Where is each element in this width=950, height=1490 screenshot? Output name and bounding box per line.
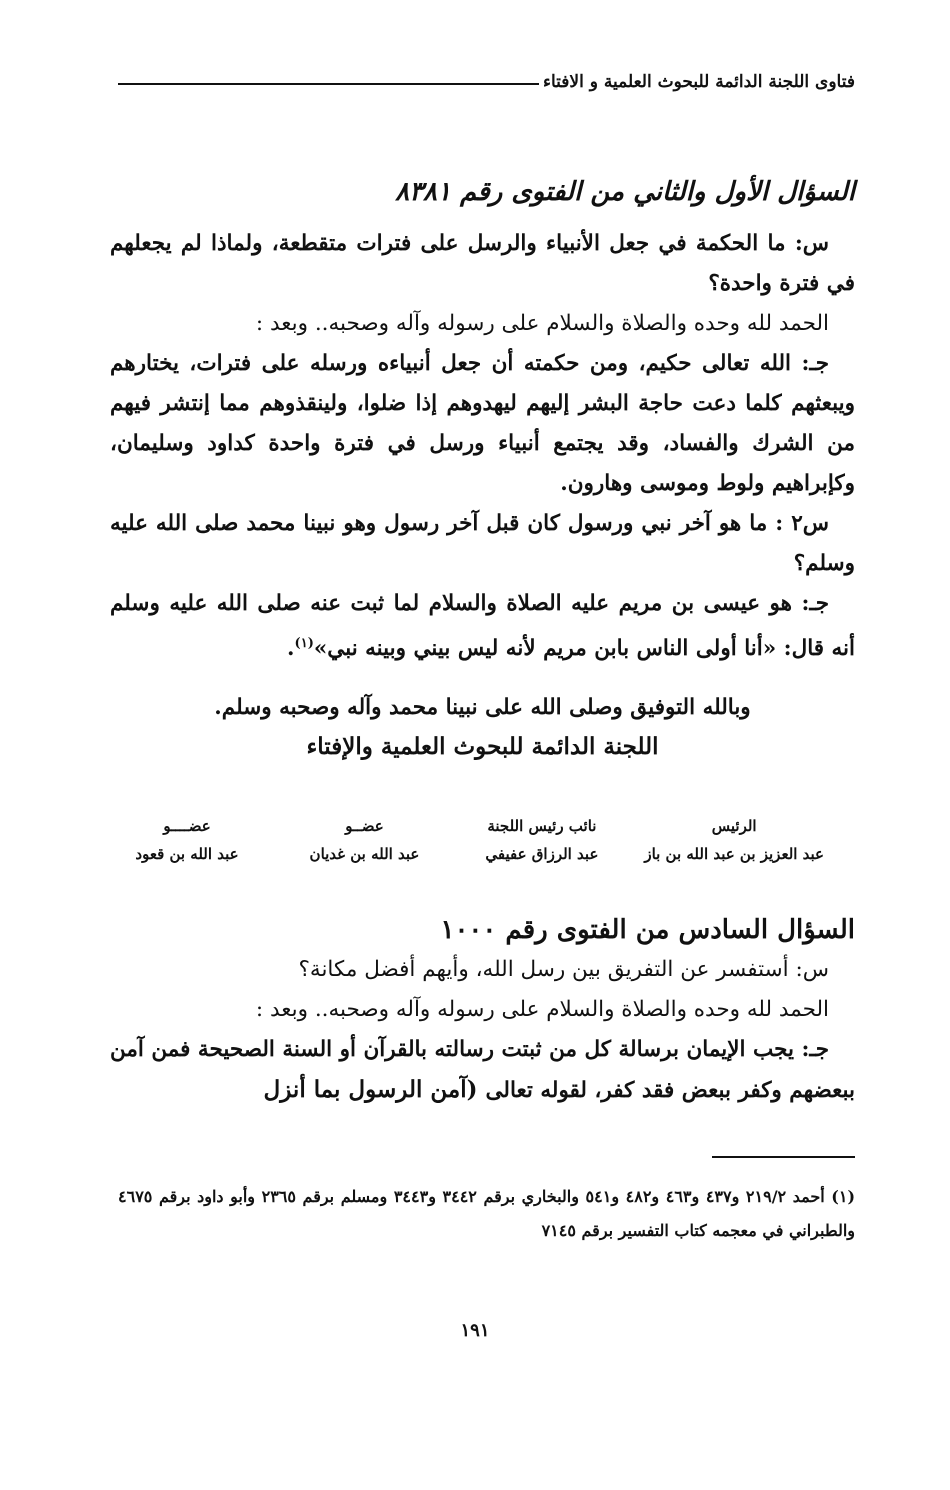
- question-6: [110, 950, 855, 990]
- answer-6-text: يجب الإيمان برسالة كل من ثبتت رسالته بالقرآن أو السنة الصحيحة فمن آمن ببعضهم وكفر ببعض فقد كفر، لقوله تعالى: [110, 1037, 855, 1103]
- answer-2: [110, 584, 855, 669]
- answer-2-end: .: [287, 636, 295, 662]
- fatwa-8381-body: [110, 224, 855, 669]
- signatory-role: نائب رئيس اللجنة: [487, 817, 597, 835]
- question-6-label: س:: [795, 957, 829, 982]
- answer-1: [110, 344, 855, 504]
- header-rule: [118, 83, 539, 85]
- committee-wrapper: [110, 727, 855, 767]
- closing-line: وبالله التوفيق وصلى الله على نبينا محمد وآله وصحبه وسلم.: [214, 695, 751, 720]
- running-header-title: فتاوى اللجنة الدائمة للبحوث العلمية و الافتاء: [543, 72, 855, 92]
- footnote: (١) أحمد ٢١٩/٢ و٤٣٧ و٤٦٣ و٤٨٢ و٥٤١ والبخاري برقم ٣٤٤٢ و٣٤٤٣ ومسلم برقم ٢٣٦٥ وأبو داود برقم ٤٦٧٥ والطبراني في معجمه كتاب التفسير برقم ٧١٤٥: [118, 1187, 856, 1240]
- signatory-vice-chairman: [467, 812, 617, 868]
- question-6-text: أستفسر عن التفريق بين رسل الله، وأيهم أفضل مكانة؟: [298, 957, 796, 982]
- signatory-name: عبد الله بن قعود: [135, 845, 239, 863]
- signatories: [112, 812, 824, 868]
- committee-name: اللجنة الدائمة للبحوث العلمية والإفتاء: [306, 733, 659, 760]
- signatory-role: عضــــو: [163, 817, 211, 835]
- fatwa-1000-heading: السؤال السادس من الفتوى رقم ١٠٠٠: [440, 915, 855, 945]
- quran-quote: (آمن الرسول بما أنزل: [263, 1076, 486, 1103]
- question-1-label: س:: [794, 231, 829, 256]
- signatory-name: عبد الله بن غديان: [309, 845, 420, 863]
- answer-2-text: هو عيسى بن مريم عليه الصلاة والسلام لما ثبت عنه صلى الله عليه وسلم أنه قال: «أنا أولى الناس بابن مريم لأنه ليس بيني وبينه نبي»: [110, 591, 855, 662]
- answer-2-label: جـ:: [801, 591, 829, 616]
- praise-line-1: الحمد لله وحده والصلاة والسلام على رسوله وآله وصحبه.. وبعد :: [255, 311, 829, 336]
- praise-line-2: الحمد لله وحده والصلاة والسلام على رسوله وآله وصحبه.. وبعد :: [255, 997, 829, 1022]
- fatwa-8381-section: [110, 172, 855, 212]
- fatwa-8381-heading: السؤال الأول والثاني من الفتوى رقم ٨٣٨١: [395, 177, 855, 207]
- answer-6: [110, 1030, 855, 1111]
- signatory-member-2: [112, 812, 262, 868]
- fatwa-1000-section: [110, 910, 855, 1111]
- signatory-member-1: [289, 812, 439, 868]
- question-1-text: ما الحكمة في جعل الأنبياء والرسل على فترات متقطعة، ولماذا لم يجعلهم في فترة واحدة؟: [110, 231, 855, 296]
- running-header: [118, 60, 855, 92]
- question-2-text: ما هو آخر نبي ورسول كان قبل آخر رسول وهو نبينا محمد صلى الله عليه وسلم؟: [110, 511, 855, 576]
- page-number: ١٩١: [460, 1320, 490, 1341]
- signatory-role: عضــو: [345, 817, 384, 835]
- signatory-role: الرئيس: [711, 817, 757, 835]
- signatory-name: عبد العزيز بن عبد الله بن باز: [644, 845, 824, 863]
- answer-1-label: جـ:: [801, 351, 829, 376]
- closing-line-wrapper: [110, 688, 855, 728]
- signatory-chairman: [644, 812, 824, 868]
- answer-6-label: جـ:: [801, 1037, 829, 1062]
- signatory-name: عبد الرزاق عفيفي: [485, 845, 599, 863]
- footnote-rule: [712, 1156, 855, 1158]
- footnote-reference: (١): [294, 636, 314, 651]
- question-2: [110, 504, 855, 584]
- answer-1-text: الله تعالى حكيم، ومن حكمته أن جعل أنبياءه ورسله على فترات، يختارهم ويبعثهم كلما دعت حاجة البشر إليهم ليهدوهم إذا ضلوا، ولينقذوهم مما إنتشر فيهم من الشرك والفساد، وقد يجتمع أنبياء ورسل في فترة واحدة كداود وسليمان، وكإبراهيم ولوط وموسى وهارون.: [110, 351, 855, 496]
- question-1: [110, 224, 855, 304]
- question-2-label: س٢ :: [775, 511, 829, 536]
